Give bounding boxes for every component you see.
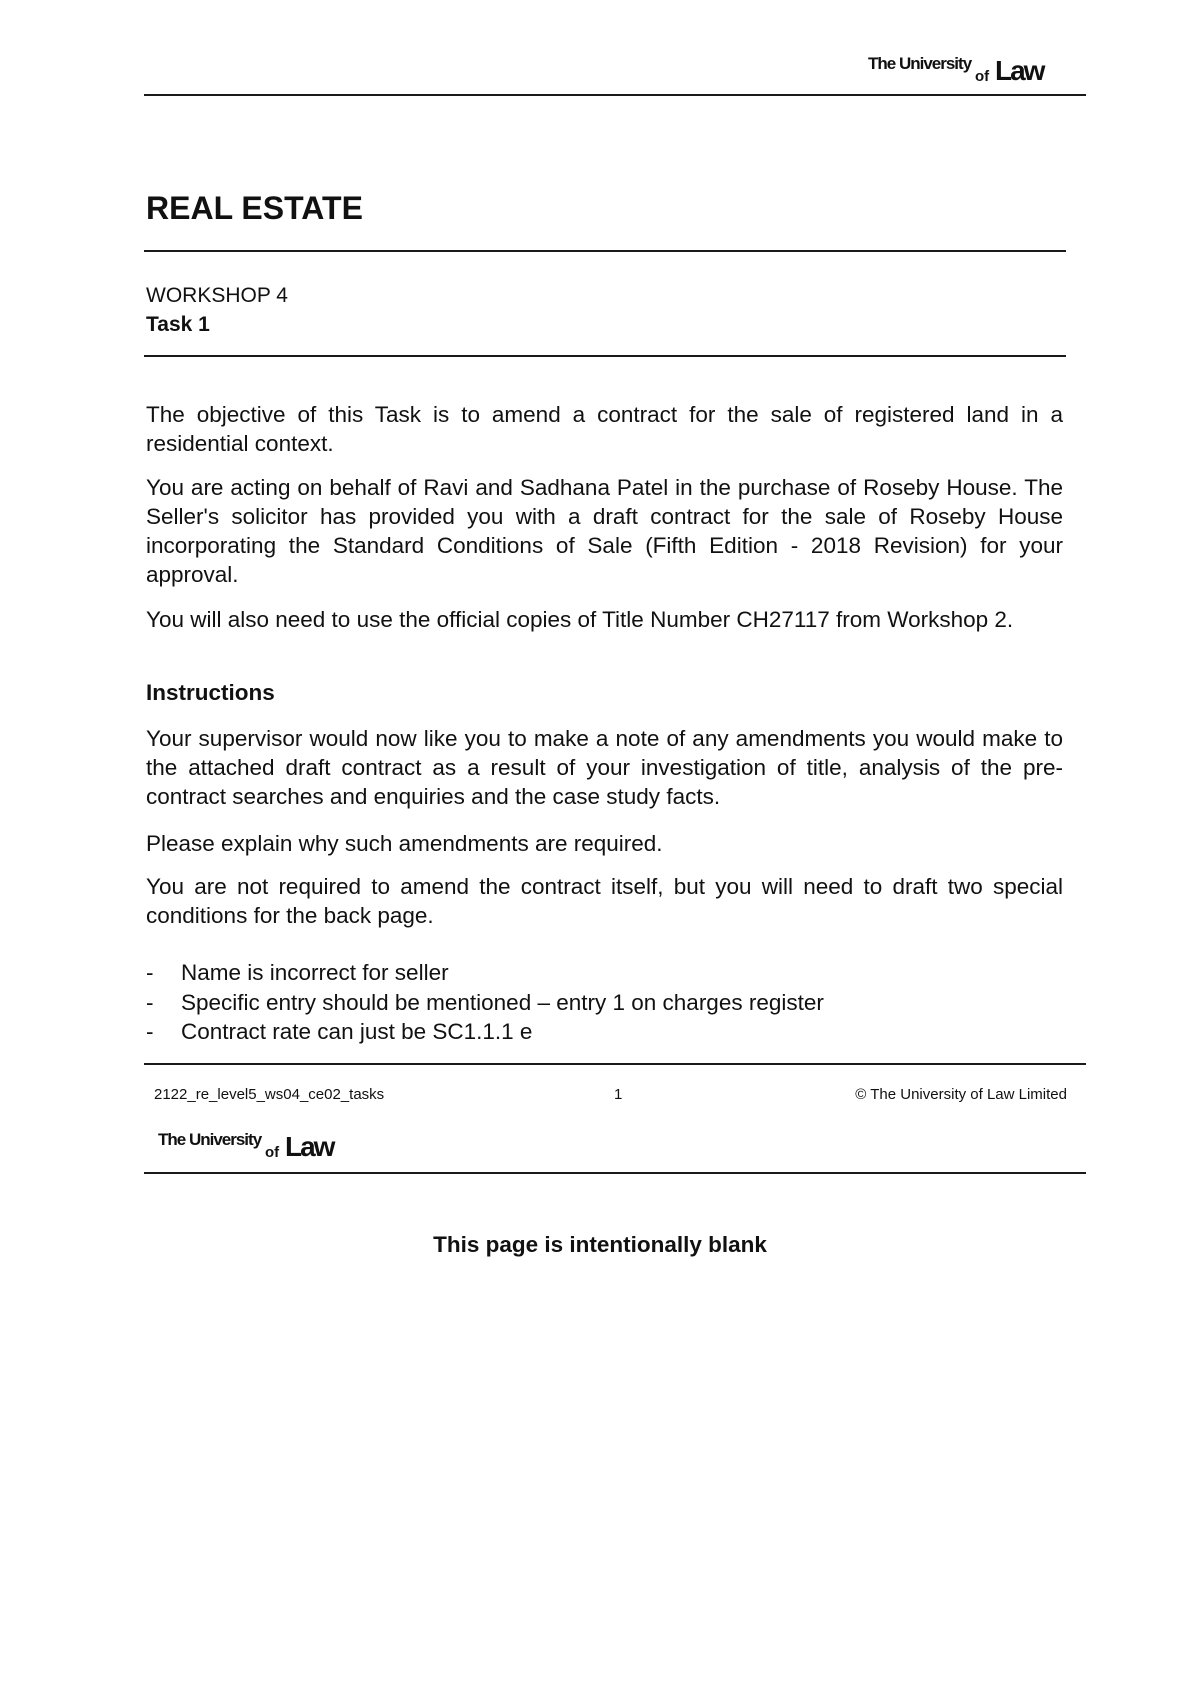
footer-page-number: 1 xyxy=(614,1086,623,1103)
logo-line3: Law xyxy=(995,55,1044,86)
list-item xyxy=(146,958,824,988)
header-rule xyxy=(144,94,1086,96)
title-number-paragraph: You will also need to use the official copies of Title Number CH27117 from Workshop 2. xyxy=(146,607,1014,632)
university-logo xyxy=(158,1128,368,1162)
bullet-dash: - xyxy=(146,1019,154,1044)
task-rule xyxy=(144,355,1066,357)
bullet-dash: - xyxy=(146,960,154,985)
workshop-label: WORKSHOP 4 xyxy=(146,284,288,307)
footer-reference: 2122_re_level5_ws04_ce02_tasks xyxy=(154,1086,385,1103)
instruction-paragraph-1: Your supervisor would now like you to make a note of any amendments you would make to the attached draft contract as a result of your investigation of title, analysis of the pre-contract searches and enquiries and the case study facts. xyxy=(146,726,1063,809)
bullet-dash: - xyxy=(146,989,154,1015)
title-rule xyxy=(144,250,1066,252)
task-label: Task 1 xyxy=(146,313,210,336)
notes-list xyxy=(146,958,824,1047)
footer-rule xyxy=(144,1063,1086,1065)
instruction-paragraph-2: Please explain why such amendments are required. xyxy=(146,831,663,856)
list-item xyxy=(146,1017,824,1047)
note-text: Contract rate can just be SC1.1.1 e xyxy=(181,1019,533,1044)
logo-line1: The University xyxy=(158,1130,262,1149)
logo-line2: of xyxy=(265,1144,280,1161)
list-item xyxy=(146,988,824,1018)
instructions-heading: Instructions xyxy=(146,680,275,705)
blank-page-notice: This page is intentionally blank xyxy=(433,1232,767,1257)
logo-line1: The University xyxy=(868,54,972,73)
page2-header-rule xyxy=(144,1172,1086,1174)
instruction-paragraph-3: You are not required to amend the contract itself, but you will need to draft two special conditions for the back page. xyxy=(146,874,1063,928)
note-text: Specific entry should be mentioned – entry 1 on charges register xyxy=(181,989,824,1015)
context-paragraph: You are acting on behalf of Ravi and Sadhana Patel in the purchase of Roseby House. The Seller's solicitor has provided you with a draft contract for the sale of Roseby House incorporating the Standard Conditions of Sale (Fifth Edition - 2018 Revision) for your approval. xyxy=(146,475,1063,587)
university-logo xyxy=(868,52,1078,86)
note-text: Name is incorrect for seller xyxy=(181,960,449,985)
document-title: REAL ESTATE xyxy=(146,190,363,226)
footer-copyright: © The University of Law Limited xyxy=(855,1086,1067,1103)
logo-line3: Law xyxy=(285,1131,334,1162)
objective-paragraph: The objective of this Task is to amend a contract for the sale of registered land in a residential context. xyxy=(146,402,1063,456)
logo-line2: of xyxy=(975,68,990,85)
